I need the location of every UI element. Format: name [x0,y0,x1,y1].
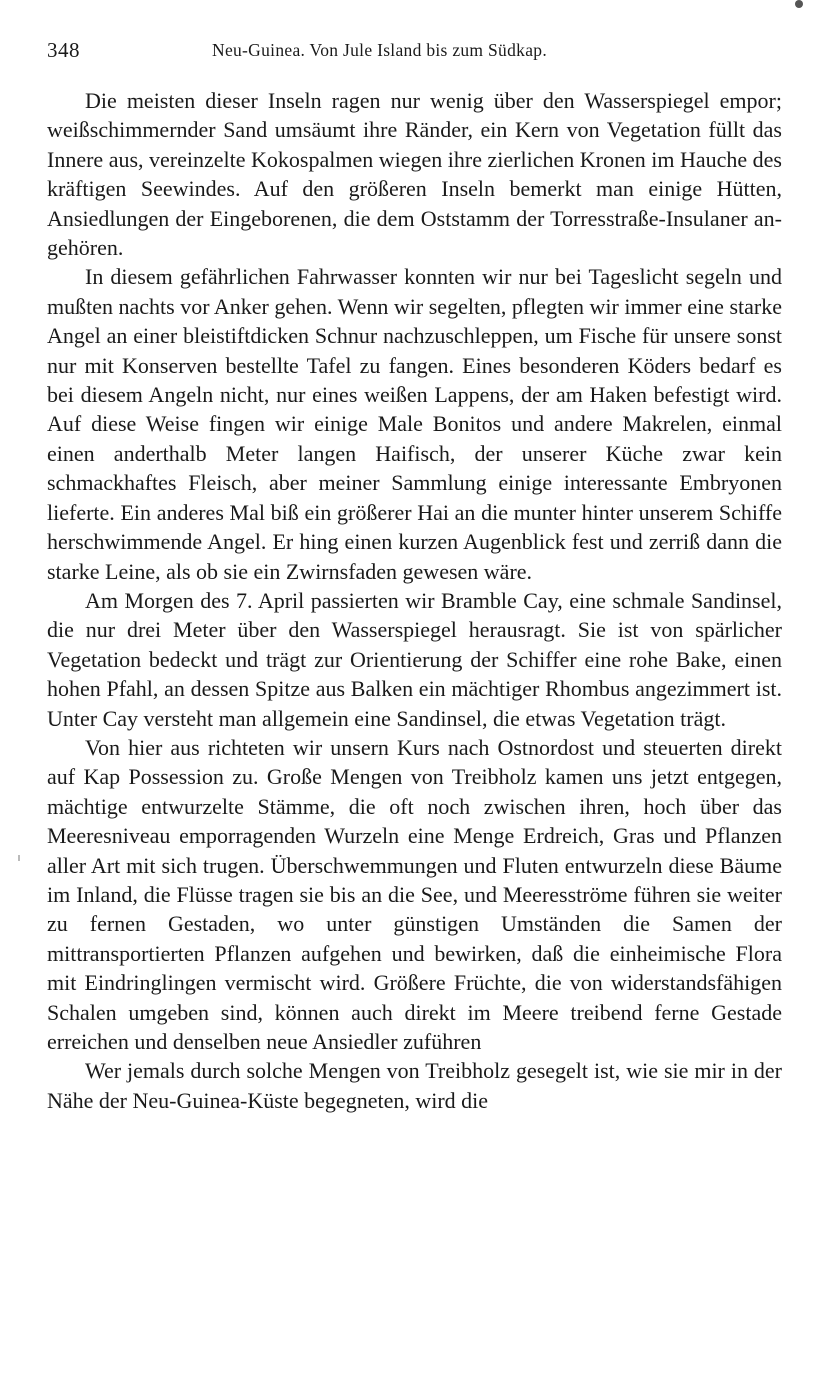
paragraph-4: Von hier aus richteten wir unsern Kurs nach Ostnordost und steuerten direkt auf Kap Possession zu. Große Mengen von Treibholz kamen uns jetzt entgegen, mächtige entwurzelte Stämme, die oft noch zwischen ihren, hoch über das Meeresniveau emporragenden Wurzeln eine Menge Erdreich, Gras und Pflanzen aller Art mit sich trugen. Überschwemmungen und Fluten entwurzeln diese Bäume im Inland, die Flüsse tragen sie bis an die See, und Meeresströme führen sie weiter zu fernen Gestaden, wo unter günstigen Umständen die Samen der mittransportierten Pflanzen aufgehen und bewirken, daß die einheimische Flora mit Eindringlingen vermischt wird. Größere Früchte, die von widerstandsfähigen Schalen umgeben sind, können auch direkt im Meere treibend ferne Gestade erreichen und denselben neue Ansiedler zuführen [47,734,782,1054]
paragraph-2: In diesem gefährlichen Fahrwasser konnten wir nur bei Tageslicht segeln und mußten nachts vor Anker gehen. Wenn wir segelten, pflegten wir immer eine starke Angel an einer bleistiftdicken Schnur nachzuschleppen, um Fische für unsere sonst nur mit Konserven bestellte Tafel zu fangen. Eines besonderen Köders bedarf es bei diesem Angeln nicht, nur eines weißen Lappens, der am Haken befestigt wird. Auf diese Weise fingen wir einige Male Bonitos und andere Makrelen, einmal einen anderthalb Meter langen Haifisch, der unserer Küche zwar kein schmackhaftes Fleisch, aber meiner Sammlung einige interessante Embryonen lieferte. Ein anderes Mal biß ein größerer Hai an die munter hinter unserem Schiffe herschwimmende Angel. Er hing einen kurzen Augenblick fest und zerriß dann die starke Leine, als ob sie ein Zwirnsfaden gewesen wäre. [47,264,782,584]
paragraph-1: Die meisten dieser Inseln ragen nur wenig über den Wasserspiegel empor; weißschimmernder Sand umsäumt ihre Ränder, ein Kern von Vegetation füllt das Innere aus, vereinzelte Kokospalmen wiegen ihre zierlichen Kronen im Hauche des kräftigen Seewindes. Auf den größeren Inseln bemerkt man einige Hütten, Ansiedlungen der Eingeborenen, die dem Oststamm der Torresstraße-Insulaner angehören. [47,88,782,261]
page-number: 348 [47,38,80,62]
margin-mark [18,855,20,861]
body-text [47,86,782,1115]
paragraph-5: Wer jemals durch solche Mengen von Treibholz gesegelt ist, wie sie mir in der Nähe der Neu-Guinea-Küste begegneten, wird die [47,1058,782,1113]
paragraph-3: Am Morgen des 7. April passierten wir Bramble Cay, eine schmale Sandinsel, die nur drei Meter über den Wasserspiegel herausragt. Sie ist von spärlicher Vegetation bedeckt und trägt zur Orientierung der Schiffer eine rohe Bake, einen hohen Pfahl, an dessen Spitze aus Balken ein mächtiger Rhombus angezimmert ist. Unter Cay versteht man allgemein eine Sandinsel, die etwas Vegetation trägt. [47,587,782,731]
running-head: Neu-Guinea. Von Jule Island bis zum Südkap. [212,40,547,60]
page-header [47,38,782,66]
corner-speck [795,0,803,8]
